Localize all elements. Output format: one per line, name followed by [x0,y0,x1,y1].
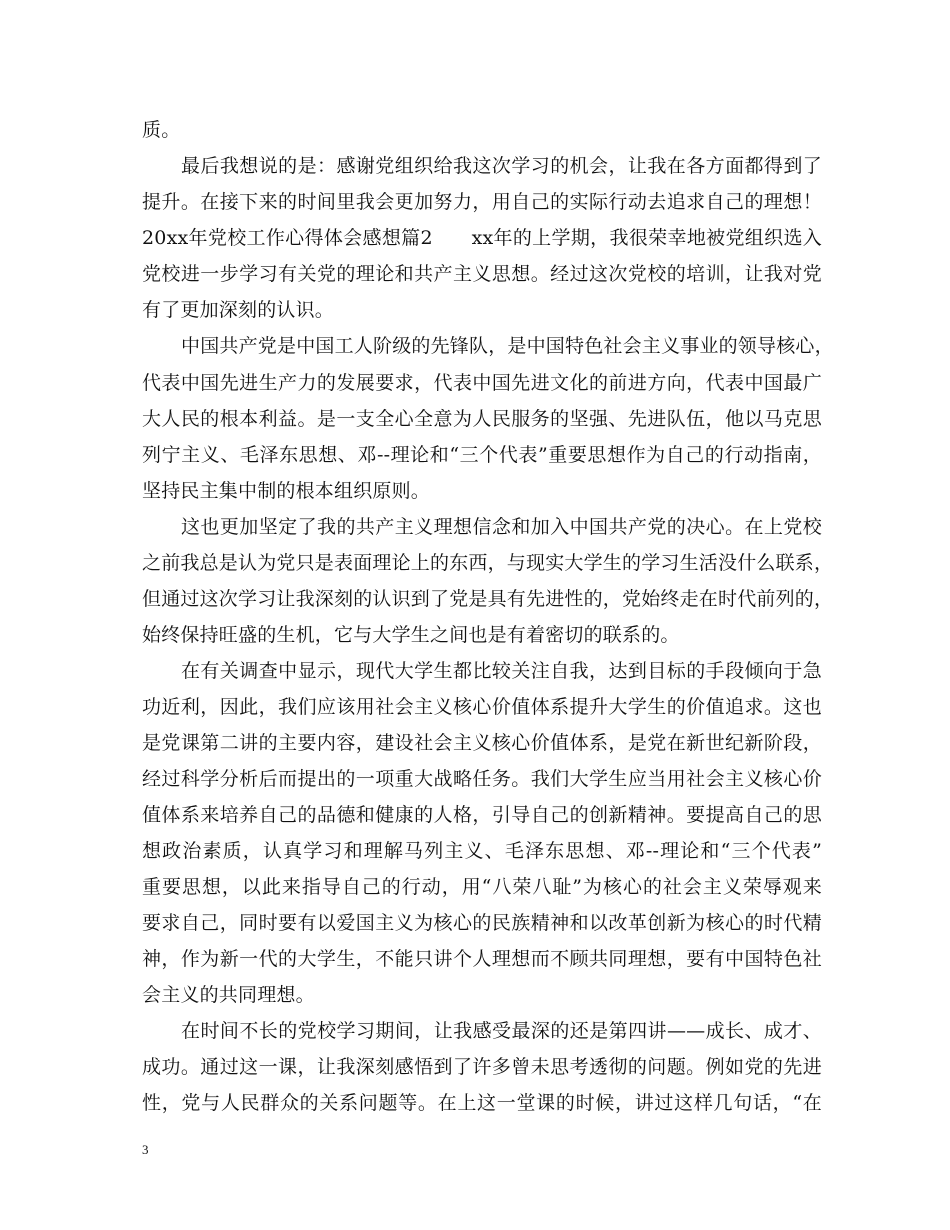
text-line: 之前我总是认为党只是表面理论上的东西，与现实大学生的学习生活没什么联系， [142,552,834,574]
text-line: 大人民的根本利益。是一支全心全意为人民服务的坚强、先进队伍，他以马克思 [142,408,822,430]
text-line: 神，作为新一代的大学生，不能只讲个人理想而不顾共同理想，要有中国特色社 [142,948,822,970]
text-line: 功近利，因此，我们应该用社会主义核心价值体系提升大学生的价值追求。这也 [142,696,822,718]
text-line: 始终保持旺盛的生机，它与大学生之间也是有着密切的联系的。 [142,624,680,646]
text-line: 想政治素质，认真学习和理解马列主义、毛泽东思想、邓--理论和“三个代表” [142,840,822,862]
text-line: 是党课第二讲的主要内容，建设社会主义核心价值体系，是党在新世纪新阶段， [142,732,822,754]
text-line: 在有关调查中显示，现代大学生都比较关注自我，达到目标的手段倾向于急 [181,660,822,682]
text-line: 最后我想说的是：感谢党组织给我这次学习的机会，让我在各方面都得到了 [181,155,822,177]
text-line: 这也更加坚定了我的共产主义理想信念和加入中国共产党的决心。在上党校 [181,516,822,538]
text-line: 会主义的共同理想。 [142,984,315,1006]
text-line: 成功。通过这一课，让我深刻感悟到了许多曾未思考透彻的问题。例如党的先进 [142,1056,822,1078]
text-line: 性，党与人民群众的关系问题等。在上这一堂课的时候，讲过这样几句话，“在 [142,1092,822,1114]
text-line: 重要思想，以此来指导自己的行动，用“八荣八耻”为核心的社会主义荣辱观来 [142,876,822,898]
text-line: 值体系来培养自己的品德和健康的人格，引导自己的创新精神。要提高自己的思 [142,804,822,826]
text-line: 有了更加深刻的认识。 [142,299,335,321]
text-line: 列宁主义、毛泽东思想、邓--理论和“三个代表”重要思想作为自己的行动指南， [142,444,822,466]
text-line: 提升。在接下来的时间里我会更加努力，用自己的实际行动去追求自己的理想！ [142,191,822,213]
text-line: 要求自己，同时要有以爱国主义为核心的民族精神和以改革创新为核心的时代精 [142,912,822,934]
text-line: 坚持民主集中制的根本组织原则。 [142,480,431,502]
text-line: 但通过这次学习让我深刻的认识到了党是具有先进性的，党始终走在时代前列的， [142,588,834,610]
text-line: 党校进一步学习有关党的理论和共产主义思想。经过这次党校的培训，让我对党 [142,263,822,285]
text-line: 20xx年党校工作心得体会感想篇2 xx年的上学期，我很荣幸地被党组织选入 [142,227,822,249]
text-line: 质。 [142,119,181,141]
text-line: 中国共产党是中国工人阶级的先锋队，是中国特色社会主义事业的领导核心， [181,335,834,357]
text-line: 在时间不长的党校学习期间，让我感受最深的还是第四讲——成长、成才、 [181,1020,822,1042]
text-line: 经过科学分析后而提出的一项重大战略任务。我们大学生应当用社会主义核心价 [142,768,822,790]
text-line: 代表中国先进生产力的发展要求，代表中国先进文化的前进方向，代表中国最广 [142,372,822,394]
page-number: 3 [142,1142,149,1157]
